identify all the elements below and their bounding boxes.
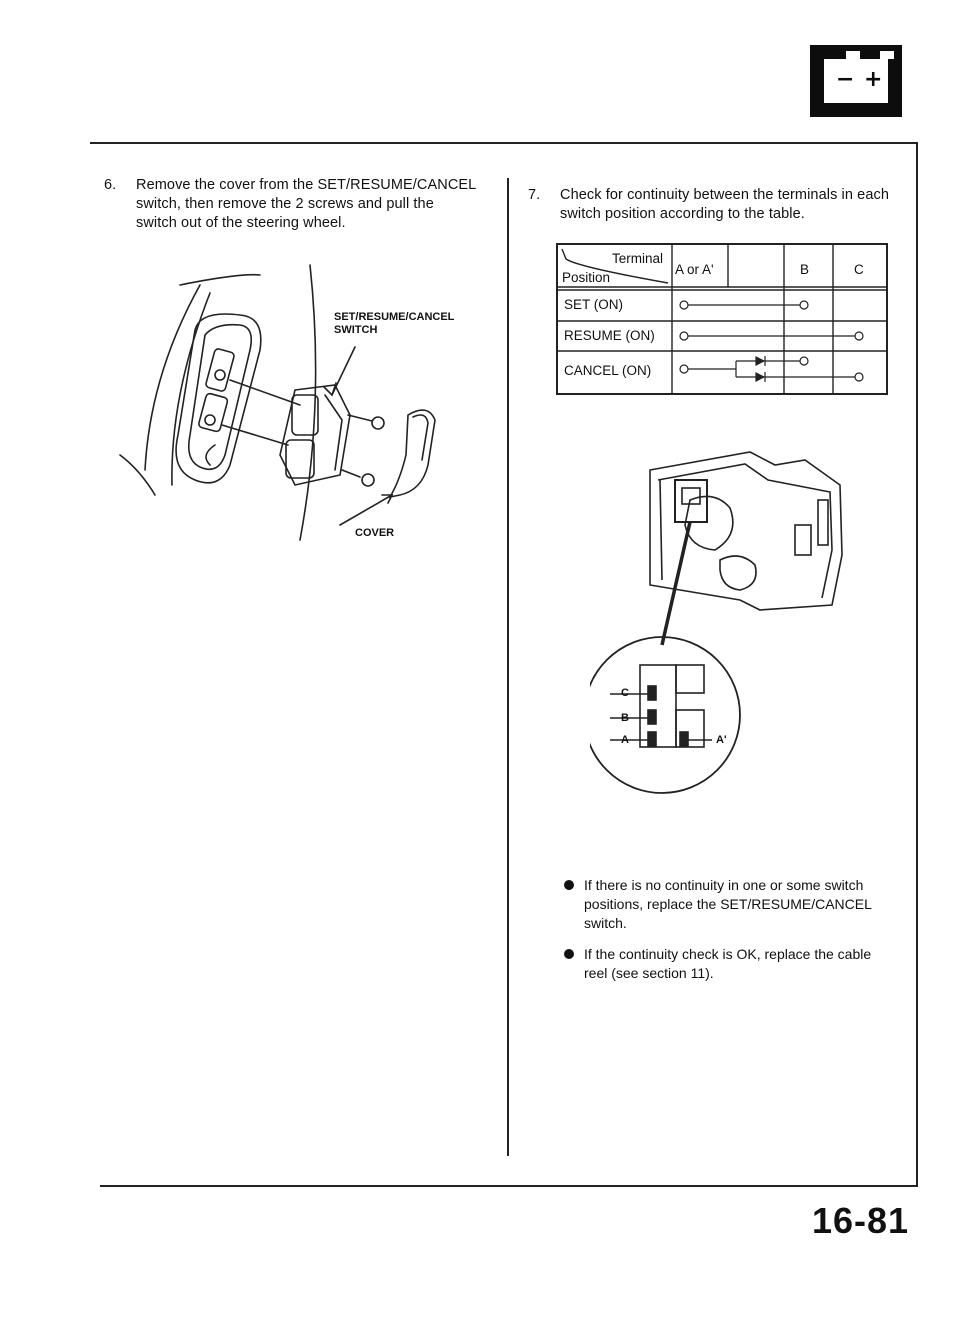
step-7-line: Check for continuity between the terminals in each bbox=[560, 187, 890, 203]
battery-plus-sign: + bbox=[864, 67, 883, 92]
battery-minus-sign: − bbox=[836, 67, 855, 92]
switch-pocket bbox=[176, 314, 261, 483]
bullet-line: reel (see section 11). bbox=[584, 965, 714, 981]
housing-connector bbox=[675, 480, 707, 522]
bullet-line: positions, replace the SET/RESUME/CANCEL bbox=[584, 896, 872, 912]
battery-icon-body bbox=[824, 59, 888, 103]
continuity-marks bbox=[680, 301, 863, 382]
cover-callout: COVER bbox=[355, 527, 395, 539]
header-position: Position bbox=[562, 270, 611, 285]
switch-callout bbox=[334, 311, 454, 337]
pin-a-label: A bbox=[621, 734, 629, 746]
row-cancel: CANCEL (ON) bbox=[564, 363, 652, 378]
step-6-number: 6. bbox=[104, 177, 117, 193]
switch-callout-line: SET/RESUME/CANCEL bbox=[334, 311, 455, 323]
step-6-line: Remove the cover from the SET/RESUME/CANCEL bbox=[136, 177, 477, 193]
bullet-text bbox=[584, 876, 872, 933]
step-6-line: switch, then remove the 2 screws and pull the bbox=[136, 196, 434, 212]
bottom-rule bbox=[100, 1185, 918, 1187]
col-a: A or A' bbox=[675, 262, 714, 277]
bullet-line: switch. bbox=[584, 915, 627, 931]
col-c: C bbox=[854, 262, 864, 277]
wheel-rim-top bbox=[180, 275, 260, 285]
connector-illustration bbox=[590, 440, 865, 830]
continuity-table bbox=[556, 243, 888, 395]
row-set: SET (ON) bbox=[564, 297, 624, 312]
pin-b-label: B bbox=[621, 712, 629, 724]
bullet-text bbox=[584, 945, 871, 983]
col-b: B bbox=[800, 262, 810, 277]
cover-callout-arrow bbox=[340, 495, 392, 525]
pin-a-prime-label: A' bbox=[716, 734, 727, 746]
bullet-line: If there is no continuity in one or some switch bbox=[584, 877, 864, 893]
battery-terminal-positive bbox=[880, 51, 894, 59]
step-6 bbox=[104, 176, 494, 236]
switch-callout-arrow bbox=[332, 347, 355, 395]
bullet-line: If the continuity check is OK, replace the cable bbox=[584, 946, 872, 962]
battery-terminal-negative bbox=[846, 51, 860, 59]
bullet-no-continuity bbox=[564, 876, 909, 936]
page-number: 16-81 bbox=[812, 1200, 910, 1241]
bullet-continuity-ok bbox=[564, 945, 909, 985]
row-resume: RESUME (ON) bbox=[564, 328, 655, 343]
right-rule bbox=[916, 142, 918, 1186]
step-7-number: 7. bbox=[528, 187, 541, 203]
pin-c-label: C bbox=[621, 687, 629, 699]
switch-removal-illustration bbox=[110, 255, 500, 555]
bullet-dot bbox=[564, 880, 574, 890]
wheel-rim-left bbox=[145, 285, 200, 470]
step-6-text bbox=[136, 176, 476, 233]
header-terminal: Terminal bbox=[612, 251, 664, 266]
step-7 bbox=[528, 186, 908, 226]
wheel-hub-edge bbox=[300, 265, 316, 540]
screw-lower bbox=[362, 474, 374, 486]
screw-upper bbox=[372, 417, 384, 429]
battery-icon bbox=[810, 45, 902, 117]
switch-callout-line: SWITCH bbox=[334, 324, 378, 336]
connector-detail bbox=[640, 665, 676, 747]
step-7-line: switch position according to the table. bbox=[560, 206, 805, 222]
step-6-line: switch out of the steering wheel. bbox=[136, 215, 346, 231]
step-7-text bbox=[560, 186, 889, 224]
top-rule bbox=[90, 142, 918, 144]
column-divider bbox=[507, 178, 509, 1156]
bullet-dot bbox=[564, 949, 574, 959]
magnifier-circle bbox=[590, 637, 740, 793]
